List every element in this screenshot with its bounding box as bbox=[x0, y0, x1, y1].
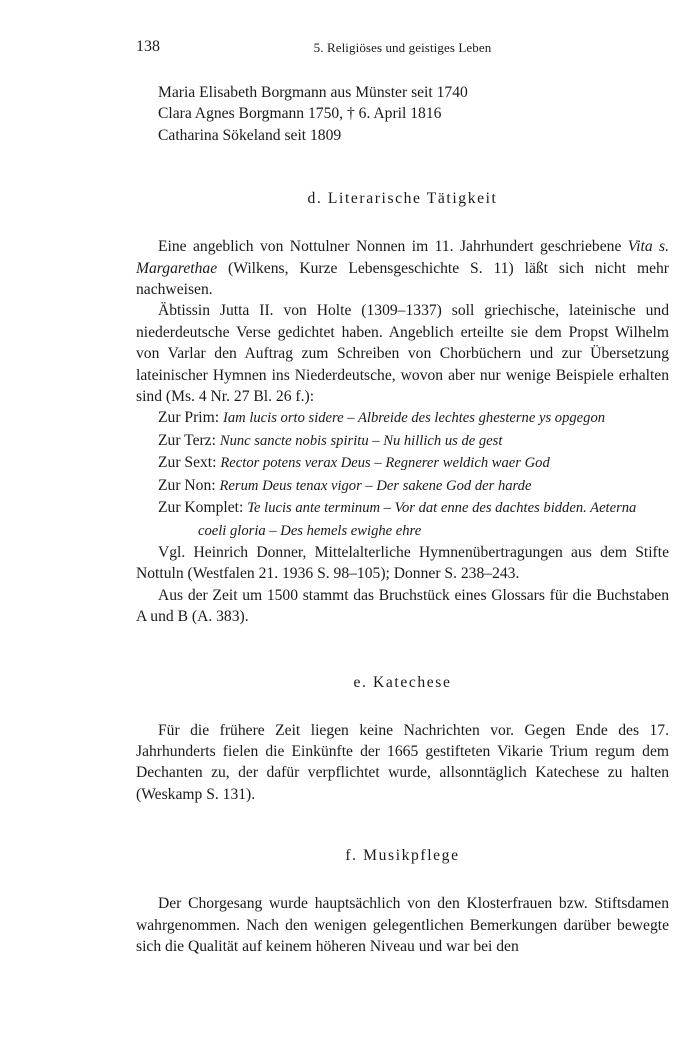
page-number: 138 bbox=[136, 38, 160, 55]
hymn-entry-continuation: coeli gloria – Des hemels ewighe ehre bbox=[198, 522, 422, 539]
hymn-entry: Zur Terz: Nunc sancte nobis spiritu – Nu hillich us de gest bbox=[158, 431, 503, 449]
paragraph: Äbtissin Jutta II. von Holte (1309–1337) soll griechische, lateinische und niederdeutsche Verse gedichtet haben. Angeblich erteilte sie dem Propst Wilhelm von Varlar den Auftrag zum Schreiben von Chorbüchern und zur Übersetzung lateinischer Hymnen ins Niederdeutsche, wovon aber nur wenige Beispiele erhalten sind (Ms. 4 Nr. 27 Bl. 26 f.): bbox=[136, 302, 669, 406]
paragraph: Vgl. Heinrich Donner, Mittelalterliche Hymnenübertragungen aus dem Stifte Nottuln (Westfalen 21. 1936 S. 98–105); Donner S. 238–243. bbox=[136, 543, 669, 583]
list-item: Maria Elisabeth Borgmann aus Münster seit 1740 bbox=[158, 84, 468, 101]
hymn-entry: Zur Sext: Rector potens verax Deus – Regnerer weldich waer God bbox=[158, 454, 550, 472]
running-title: 5. Religiöses und geistiges Leben bbox=[313, 40, 492, 55]
hymn-entry: Zur Prim: Iam lucis orto sidere – Albreide des lechtes ghesterne ys opgegon bbox=[158, 409, 606, 427]
hymn-list bbox=[158, 407, 669, 541]
list-item: Clara Agnes Borgmann 1750, † 6. April 1816 bbox=[158, 105, 442, 123]
section-title-literarische-taetigkeit: d. Literarische Tätigkeit bbox=[307, 190, 498, 208]
list-item: Catharina Sökeland seit 1809 bbox=[158, 126, 342, 144]
page bbox=[136, 38, 669, 957]
paragraph: Aus der Zeit um 1500 stammt das Bruchstück eines Glossars für die Buchstaben A und B (A. 383). bbox=[136, 586, 669, 626]
work-title: Vita s. Margarethae bbox=[136, 238, 670, 277]
paragraph: Für die frühere Zeit liegen keine Nachrichten vor. Gegen Ende des 17. Jahrhunderts fielen die Einkünfte der 1665 gestifteten Vikarie Trium regum dem Dechanten zu, der dafür verpflichtet wurde, allsonntäglich Katechese zu halten (Weskamp S. 131). bbox=[136, 721, 669, 803]
paragraph: Eine angeblich von Nottulner Nonnen im 11. Jahrhundert geschriebene Vita s. Margarethae (Wilkens, Kurze Lebensgeschichte S. 11) läßt sich nicht mehr nachweisen. bbox=[136, 238, 670, 299]
hymn-entry: Zur Non: Rerum Deus tenax vigor – Der sakene God der harde bbox=[158, 476, 532, 494]
paragraph: Der Chorgesang wurde hauptsächlich von den Klosterfrauen bzw. Stiftsdamen wahrgenommen. Nach den wenigen gelegentlichen Bemerkungen darüber bewegte sich die Qualität auf keinem höheren Niveau und war bei den bbox=[136, 895, 669, 955]
section-title-musikpflege: f. Musikpflege bbox=[345, 847, 460, 865]
hymn-entry: Zur Komplet: Te lucis ante terminum – Vor dat enne des dachtes bidden. Aeterna bbox=[158, 499, 637, 517]
section-title-katechese: e. Katechese bbox=[353, 673, 452, 691]
member-list bbox=[158, 82, 669, 146]
page-header bbox=[136, 38, 669, 60]
